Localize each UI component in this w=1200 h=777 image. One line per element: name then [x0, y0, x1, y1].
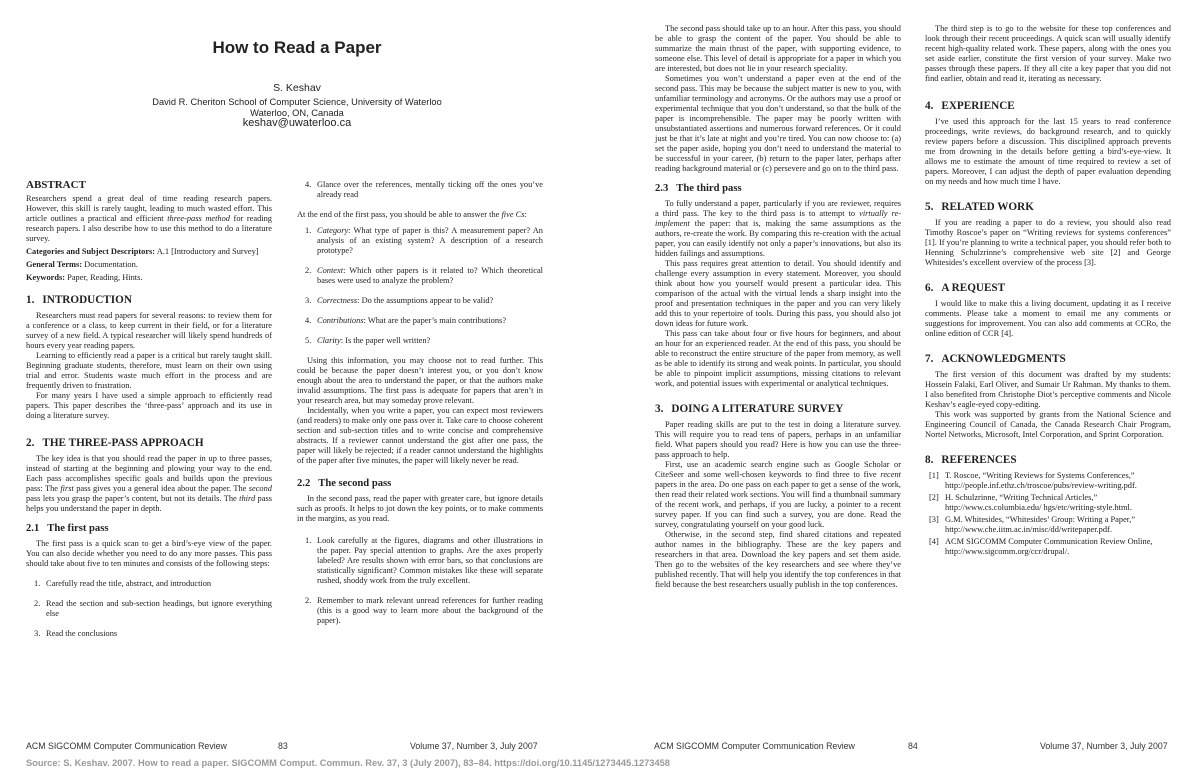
- footer-journal-left: ACM SIGCOMM Computer Communication Review: [26, 741, 227, 751]
- first-pass-steps-continued: [297, 180, 543, 200]
- paragraph: The second pass should take up to an hour. After this pass, you should be able to grasp the content of the paper. You should be able to summarize the main thrust of the paper, with supporting evidence, to someone else. This level of detail is appropriate for a paper in which you are interested, but does not lie in your research speciality.: [655, 24, 901, 73]
- section-heading-introduction: 1. INTRODUCTION: [26, 294, 132, 306]
- author-email[interactable]: keshav@uwaterloo.ca: [242, 117, 352, 129]
- paragraph: First, use an academic search engine such as Google Scholar or CiteSeer and some well-chosen keywords to find three to five recent papers in the area. Do one pass on each paper to get a sense of the work, then read their related work sections. You will find a thumbnail summary of the recent work, and perhaps, if you are lucky, a pointer to a recent survey paper. If you can find such a survey, you are done. Read the survey, congratulating yourself on your good luck.: [655, 460, 901, 529]
- column-3: [655, 24, 901, 590]
- paragraph: The third step is to go to the website for these top conferences and look through their recent proceedings. A quick scan will usually identify recent high-quality related work. These papers, along with the ones you set aside earlier, constitute the first version of your survey. Make two passes through these papers. If they all cite a key paper that you did not find earlier, obtain and read it, iterating as necessary.: [925, 24, 1171, 83]
- paragraph: Learning to efficiently read a paper is a critical but rarely taught skill. Beginning graduate students, therefore, must learn on their own using trial and error. Students waste much effort in the process and are frequently driven to frustration.: [26, 351, 272, 390]
- column-1: [26, 180, 272, 649]
- subsection-heading-first-pass: 2.1 The first pass: [26, 523, 109, 534]
- paragraph: This pass requires great attention to detail. You should identify and challenge every assumption in every statement. Moreover, you should think about how you yourself would present a particular idea. This comparison of the actual with the virtual lends a sharp insight into the proof and presentation techniques in the paper and you can very likely add this to your repertoire of tools. During this pass, you should also jot down ideas for future work.: [655, 259, 901, 328]
- paper-title: How to Read a Paper: [212, 38, 382, 57]
- list-item: 1. Category: What type of paper is this? A measurement paper? An analysis of an existing system? A description of a research prototype?: [305, 226, 543, 255]
- reference-item: [4] ACM SIGCOMM Computer Communication Review Online, http://www.sigcomm.org/ccr/drupal/.: [929, 537, 1153, 556]
- list-item: 1. Look carefully at the figures, diagrams and other illustrations in the paper. Pay special attention to graphs. Are the axes properly labeled? Are results shown with error bars, so that conclusions are statistically significant? Common mistakes like these will separate rushed, shoddy work from the truly excellent.: [305, 536, 543, 585]
- paragraph: Using this information, you may choose not to read further. This could be because the paper doesn’t interest you, or you don’t know enough about the area to understand the paper, or that the authors make invalid assumptions. The first pass is adequate for papers that aren’t in your research area, but may someday prove relevant.: [297, 356, 543, 405]
- affiliation-line: David R. Cheriton School of Computer Science, University of Waterloo: [152, 97, 442, 107]
- column-4: [925, 24, 1171, 559]
- list-item: 2. Remember to mark relevant unread references for further reading (this is a good way to learn more about the background of the paper).: [305, 596, 543, 625]
- page-84: [600, 0, 1200, 757]
- list-item: 5. Clarity: Is the paper well written?: [305, 336, 431, 345]
- paragraph: At the end of the first pass, you should be able to answer the five Cs:: [297, 210, 527, 219]
- paragraph: I would like to make this a living document, updating it as I receive comments. Please take a moment to email me any comments or suggestions for improvement. You can also add comments at CCRo, the online edition of CCR [4].: [925, 299, 1171, 338]
- section-heading-request: 6. A REQUEST: [925, 282, 1006, 294]
- paragraph: Researchers must read papers for several reasons: to review them for a conference or a class, to keep current in their field, or for a literature survey of a new field. A typical researcher will likely spend hundreds of hours every year reading papers.: [26, 311, 272, 350]
- section-heading-three-pass: 2. THE THREE-PASS APPROACH: [26, 437, 204, 449]
- column-2: [297, 180, 543, 636]
- footer-page-number-right: 84: [908, 741, 918, 751]
- reference-item: [2] H. Schulzrinne, “Writing Technical Articles,” http://www.cs.columbia.edu/ hgs/etc/writing-style.html.: [929, 493, 1132, 512]
- reference-list: [925, 471, 1171, 557]
- paragraph: For many years I have used a simple approach to efficiently read papers. This paper describes the ‘three-pass’ approach and its use in doing a literature survey.: [26, 391, 272, 420]
- paragraph: This work was supported by grants from the National Science and Engineering Council of Canada, the Canada Research Chair Program, Nortel Networks, Microsoft, Intel Corporation, and Sprint Corporation.: [925, 410, 1171, 439]
- author-name: S. Keshav: [273, 82, 321, 94]
- paragraph: The key idea is that you should read the paper in up to three passes, instead of starting at the beginning and plowing your way to the end. Each pass accomplishes specific goals and builds upon the previous pass: The first pass gives you a general idea about the paper. The second pass lets you grasp the paper’s content, but not its details. The third pass helps you understand the paper in depth.: [26, 454, 272, 513]
- paragraph: Otherwise, in the second step, find shared citations and repeated author names in the bibliography. These are the key papers and researchers in that area. Download the key papers and set them aside. Then go to the websites of the key researchers and see where they’ve published recently. That will help you identify the top conferences in that field because the best researchers usually publish in the top conferences.: [655, 530, 901, 589]
- footer-volume-left: Volume 37, Number 3, July 2007: [410, 741, 538, 751]
- section-heading-acknowledgments: 7. ACKNOWLEDGMENTS: [925, 353, 1066, 365]
- author-affiliation: [22, 97, 572, 118]
- paragraph: This pass can take about four or five hours for beginners, and about an hour for an experienced reader. At the end of this pass, you should be able to reconstruct the entire structure of the paper from memory, as well as be able to identify its strong and weak points. In particular, you should be able to pinpoint implicit assumptions, missing citations to relevant work, and potential issues with experimental or analytical techniques.: [655, 329, 901, 388]
- section-heading-references: 8. REFERENCES: [925, 454, 1017, 466]
- abstract-heading: ABSTRACT: [26, 179, 86, 191]
- paragraph: Paper reading skills are put to the test in doing a literature survey. This will require you to read tens of papers, perhaps in an unfamiliar field. What papers should you read? Here is how you can use the three-pass approach to help.: [655, 420, 901, 459]
- location-line: Waterloo, ON, Canada: [250, 107, 344, 118]
- footer-page-number-left: 83: [278, 741, 288, 751]
- reference-item: [1] T. Roscoe, “Writing Reviews for Systems Conferences,” http://people.inf.ethz.ch/troscoe/pubs/review-writing.pdf.: [929, 471, 1137, 490]
- footer-volume-right: Volume 37, Number 3, July 2007: [1040, 741, 1168, 751]
- paragraph: I’ve used this approach for the last 15 years to read conference proceedings, write reviews, do background research, and to quickly review papers before a discussion. This disciplined approach prevents me from drowning in the details before getting a bird’s-eye-view. It allows me to estimate the amount of time required to review a set of papers. Moreover, I can adjust the depth of paper evaluation depending on my needs and how much time I have.: [925, 117, 1171, 186]
- keywords-line: Keywords: Paper, Reading, Hints.: [26, 273, 143, 282]
- second-pass-items: [297, 536, 543, 626]
- paragraph: If you are reading a paper to do a review, you should also read Timothy Roscoe’s paper on “Writing reviews for systems conferences” [1]. If you’re planning to write a technical paper, you should refer both to Henning Schulzrinne’s comprehensive web site [2] and George Whitesides’s excellent overview of the process [3].: [925, 218, 1171, 267]
- page-83: [0, 0, 600, 757]
- list-item: 2. Read the section and sub-section headings, but ignore everything else: [34, 599, 272, 618]
- footer-journal-right: ACM SIGCOMM Computer Communication Review: [654, 741, 855, 751]
- section-heading-experience: 4. EXPERIENCE: [925, 100, 1015, 112]
- list-item: 4. Glance over the references, mentally ticking off the ones you’ve already read: [305, 180, 543, 199]
- paragraph: In the second pass, read the paper with greater care, but ignore details such as proofs. It helps to jot down the key points, or to make comments in the margins, as you read.: [297, 494, 543, 523]
- paragraph: The first version of this document was drafted by my students: Hossein Falaki, Earl Oliver, and Sumair Ur Rahman. My thanks to them. I also benefited from Christophe Diot’s perceptive comments and Nicole Keshav’s eagle-eyed copy-editing.: [925, 370, 1171, 409]
- paragraph: Incidentally, when you write a paper, you can expect most reviewers (and readers) to make only one pass over it. Take care to choose coherent section and sub-section titles and to write concise and comprehensive abstracts. If a reviewer cannot understand the gist after one pass, the paper will likely be rejected; if a reader cannot understand the highlights of the paper after five minutes, the paper will likely never be read.: [297, 406, 543, 465]
- list-item: 3. Read the conclusions: [34, 629, 118, 638]
- subsection-heading-third-pass: 2.3 The third pass: [655, 183, 742, 194]
- list-item: 4. Contributions: What are the paper’s main contributions?: [305, 316, 507, 325]
- list-item: 1. Carefully read the title, abstract, and introduction: [34, 579, 212, 588]
- paragraph: Sometimes you won’t understand a paper even at the end of the second pass. This may be because the subject matter is new to you, with unfamiliar terminology and acronyms. Or the authors may use a proof or experimental technique that you don’t understand, so that the bulk of the paper is incomprehensible. The paper may be poorly written with unsubstantiated assertions and numerous forward references. Or it could just be that it’s late at night and you’re tired. You can now choose to: (a) set the paper aside, hoping you don’t need to understand the material to be successful in your career, (b) return to the paper later, perhaps after reading background material or (c) persevere and go on to the third pass.: [655, 74, 901, 173]
- reference-item: [3] G.M. Whitesides, “Whitesides’ Group: Writing a Paper,” http://www.che.iitm.ac.in/misc/dd/writepaper.pdf.: [929, 515, 1136, 534]
- list-item: 3. Correctness: Do the assumptions appear to be valid?: [305, 296, 494, 305]
- section-heading-literature-survey: 3. DOING A LITERATURE SURVEY: [655, 403, 844, 415]
- five-cs-list: [297, 226, 543, 346]
- first-pass-steps: [26, 579, 272, 639]
- paragraph: The first pass is a quick scan to get a bird’s-eye view of the paper. You can also decide whether you need to do any more passes. This pass should take about five to ten minutes and consists of the following steps:: [26, 539, 272, 568]
- source-citation: Source: S. Keshav. 2007. How to read a paper. SIGCOMM Comput. Commun. Rev. 37, 3 (July 2007), 83–84. https://doi.org/10.1145/1273445.1273458: [26, 758, 670, 768]
- categories-line: Categories and Subject Descriptors: A.1 [Introductory and Survey]: [26, 247, 259, 256]
- general-terms-line: General Terms: Documentation.: [26, 260, 138, 269]
- section-heading-related-work: 5. RELATED WORK: [925, 201, 1034, 213]
- abstract-body: Researchers spend a great deal of time reading research papers. However, this skill is rarely taught, leading to much wasted effort. This article outlines a practical and efficient three-pass method for reading research papers. I also describe how to use this method to do a literature survey.: [26, 194, 272, 243]
- paragraph: To fully understand a paper, particularly if you are reviewer, requires a third pass. The key to the third pass is to attempt to virtually re-implement the paper: that is, making the same assumptions as the authors, re-create the work. By comparing this re-creation with the actual paper, you can easily identify not only a paper’s innovations, but also its hidden failings and assumptions.: [655, 199, 901, 258]
- subsection-heading-second-pass: 2.2 The second pass: [297, 478, 392, 489]
- list-item: 2. Context: Which other papers is it related to? Which theoretical bases were used to analyze the problem?: [305, 266, 543, 285]
